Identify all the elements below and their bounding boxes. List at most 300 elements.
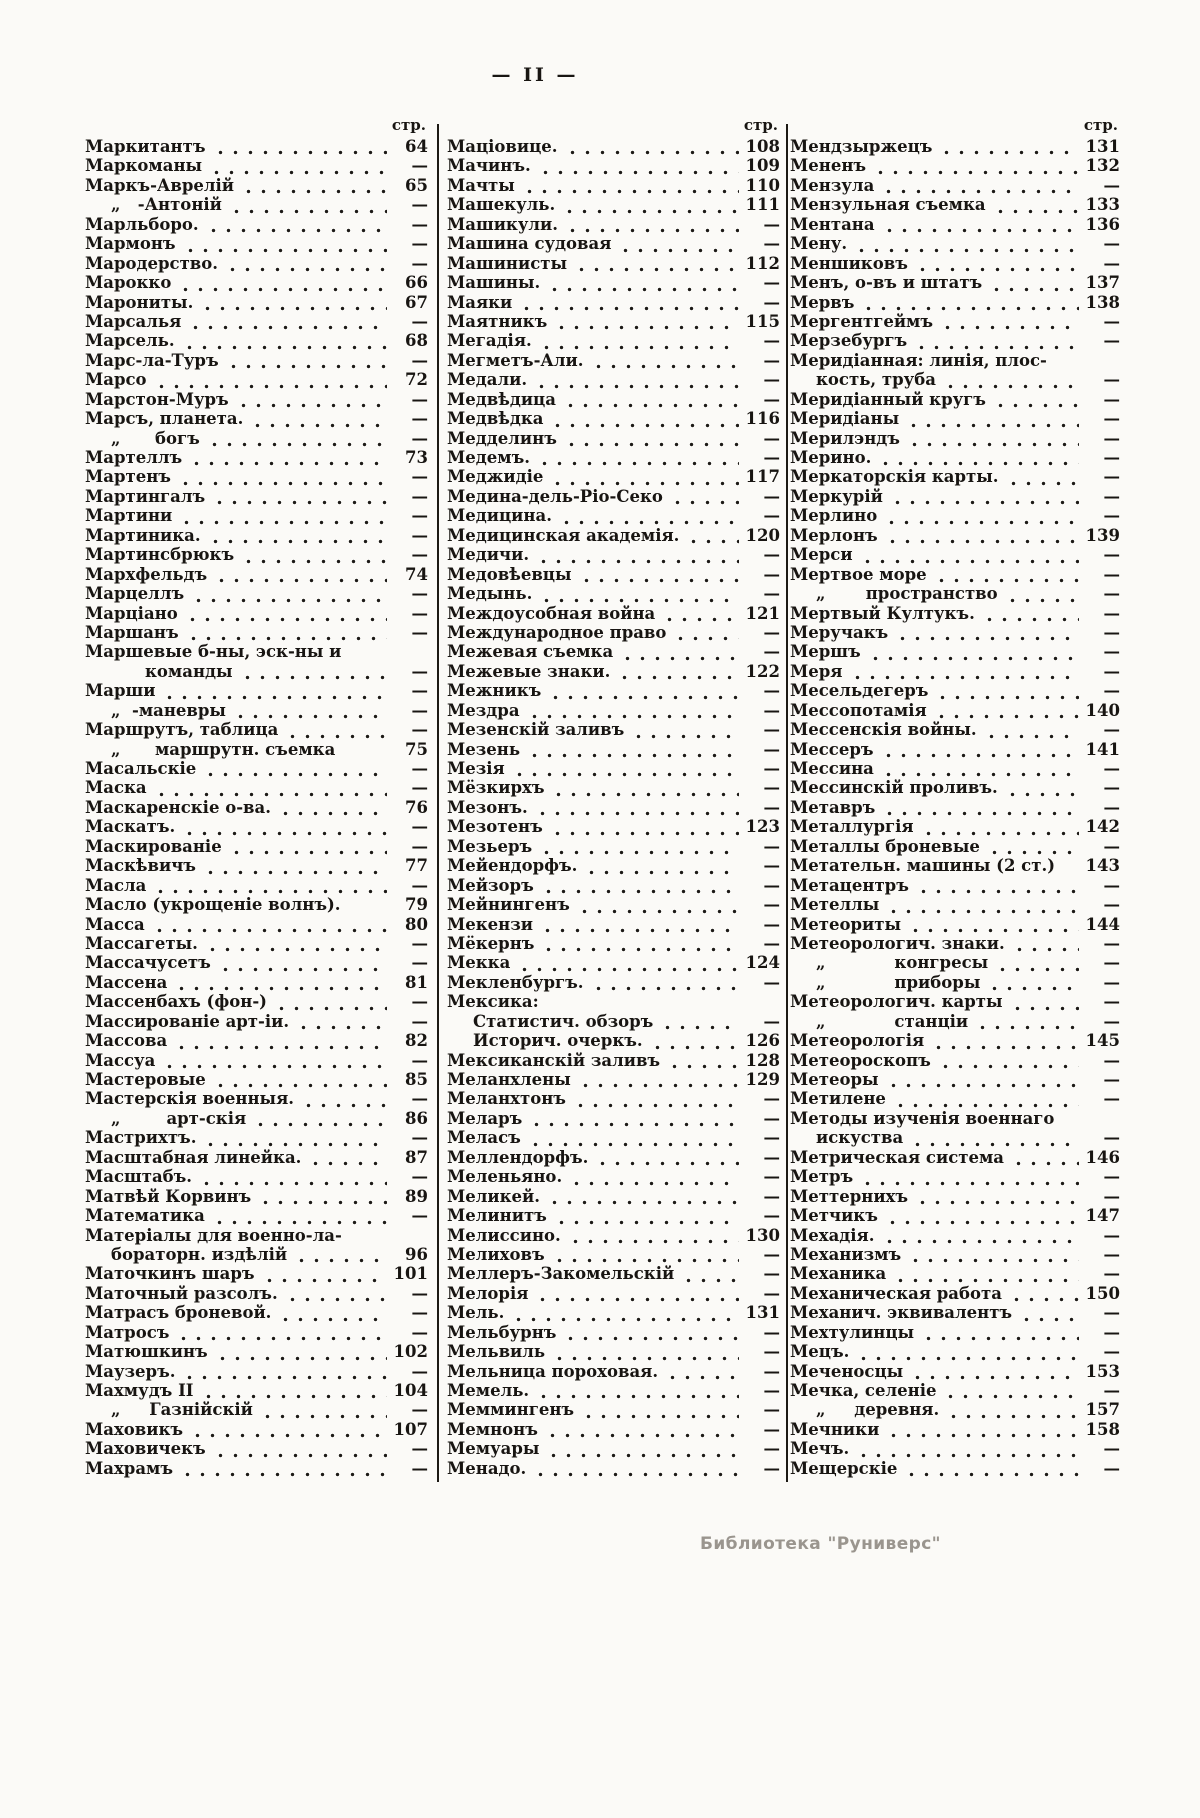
index-row	[447, 1070, 780, 1089]
index-row	[85, 623, 428, 642]
page-number: —	[1103, 681, 1120, 701]
index-row	[447, 915, 780, 934]
index-row	[790, 1070, 1120, 1089]
dot-leader	[539, 844, 739, 856]
page-number: —	[411, 992, 428, 1012]
index-row	[85, 1439, 428, 1458]
dot-leader	[915, 261, 1079, 273]
entry-label: Механич. эквивалентъ	[790, 1303, 1013, 1323]
page-number: —	[763, 545, 780, 565]
index-row	[790, 1381, 1120, 1400]
entry-label: Междоусобная война	[447, 603, 656, 623]
page-number: 116	[745, 409, 780, 429]
page-number: —	[411, 933, 428, 953]
entry-label: Маціовице.	[447, 137, 558, 156]
page-number: —	[1103, 584, 1120, 604]
dot-leader	[1005, 786, 1079, 798]
dot-leader	[581, 1408, 739, 1420]
entry-label: Мекленбургъ.	[447, 972, 584, 992]
dot-leader	[519, 300, 739, 312]
dot-leader	[174, 980, 387, 992]
entry-label: Метавръ	[790, 797, 876, 817]
entry-label: Статистич. обзоръ	[473, 1011, 654, 1031]
index-row	[85, 565, 428, 584]
dot-leader	[1012, 941, 1079, 953]
entry-label: Метеороскопъ	[790, 1050, 931, 1070]
page-number: —	[763, 836, 780, 856]
page-number: —	[1103, 778, 1120, 798]
entry-label: Механика	[790, 1264, 887, 1284]
page-number: —	[763, 292, 780, 312]
dot-leader	[215, 1350, 387, 1362]
dot-leader	[540, 922, 739, 934]
index-row	[447, 1012, 780, 1031]
index-row	[790, 448, 1120, 467]
entry-label: Мерино.	[790, 448, 872, 467]
page-number: —	[1103, 1458, 1120, 1478]
entry-label: Мемуары	[447, 1439, 540, 1459]
dot-leader	[882, 222, 1079, 234]
entry-label: Мензула	[790, 175, 875, 195]
entry-label: Маузеръ.	[85, 1361, 176, 1381]
entry-label: Мехадія.	[790, 1225, 875, 1245]
entry-label: Месельдегеръ	[790, 681, 929, 701]
entry-label: Ментана	[790, 214, 875, 234]
page-number: 133	[1085, 195, 1120, 215]
dot-leader	[203, 766, 387, 778]
dot-leader	[886, 1077, 1079, 1089]
entry-label: Мекка	[447, 953, 511, 973]
index-row	[790, 584, 1120, 603]
entry-label: Масса	[85, 914, 145, 934]
page-number: —	[1103, 1264, 1120, 1284]
index-row	[790, 526, 1120, 545]
index-row	[790, 506, 1120, 525]
index-row	[790, 1400, 1120, 1419]
entry-label: Матюшкинъ	[85, 1342, 208, 1362]
entry-label: Массачусетъ	[85, 953, 211, 973]
index-row	[790, 1303, 1120, 1322]
dot-leader	[906, 417, 1079, 429]
index-row	[447, 1187, 780, 1206]
index-row	[447, 1245, 780, 1264]
index-row	[790, 895, 1120, 914]
dot-leader	[218, 961, 387, 973]
entry-label: Маятникъ	[447, 311, 548, 331]
entry-label: Мервъ	[790, 292, 855, 312]
dot-leader	[662, 611, 739, 623]
page-number: —	[763, 1108, 780, 1128]
index-row	[85, 681, 428, 700]
page-number: 147	[1085, 1206, 1120, 1226]
index-row	[790, 953, 1120, 972]
page-number: 137	[1085, 273, 1120, 293]
index-column-2	[447, 116, 780, 1478]
dot-leader	[201, 1388, 387, 1400]
dot-leader	[552, 1350, 739, 1362]
page-number: —	[411, 1050, 428, 1070]
index-row	[447, 1420, 780, 1439]
page-number: 75	[405, 739, 428, 759]
page-number: —	[411, 195, 428, 215]
index-row	[447, 642, 780, 661]
entry-label: Медицинская академія.	[447, 525, 680, 545]
index-row	[85, 1187, 428, 1206]
index-row	[85, 1342, 428, 1361]
index-row	[447, 1323, 780, 1342]
dot-leader	[522, 183, 739, 195]
page-number: —	[1103, 933, 1120, 953]
page-number: 74	[405, 564, 428, 584]
dot-leader	[995, 961, 1079, 973]
page-number: —	[1103, 428, 1120, 448]
index-row	[85, 953, 428, 972]
page-number: —	[1103, 506, 1120, 526]
dot-leader	[285, 1291, 387, 1303]
index-row	[85, 934, 428, 953]
index-row	[85, 293, 428, 312]
page-number: —	[411, 428, 428, 448]
dot-leader	[229, 203, 387, 215]
index-row	[85, 1459, 428, 1478]
entry-label: Мессинскій проливъ.	[790, 778, 998, 798]
entry-label: Метеллы	[790, 895, 880, 915]
page-number: —	[1103, 1322, 1120, 1342]
entry-label: Мерлино	[790, 506, 878, 526]
page-number: 124	[745, 953, 780, 973]
entry-label: Мародерство.	[85, 253, 219, 273]
dot-leader	[182, 825, 387, 837]
page-number: —	[763, 428, 780, 448]
entry-label: Машины.	[447, 273, 541, 293]
entry-label: Меленьяно.	[447, 1167, 563, 1187]
entry-label: кость, труба	[816, 370, 936, 390]
index-row	[447, 1148, 780, 1167]
index-row	[447, 1400, 780, 1419]
index-row	[85, 1284, 428, 1303]
leader-space	[348, 903, 387, 915]
dot-leader	[182, 1369, 387, 1381]
dot-leader	[1006, 475, 1080, 487]
entry-label: Мензульная съемка	[790, 195, 986, 215]
index-row	[447, 467, 780, 486]
entry-label: Метацентръ	[790, 875, 909, 895]
entry-label: Механическая работа	[790, 1283, 1002, 1303]
page-number: —	[411, 214, 428, 234]
dot-leader	[568, 1233, 739, 1245]
index-row	[85, 1420, 428, 1439]
entry-label: Меншиковъ	[790, 253, 908, 273]
index-row	[85, 351, 428, 370]
page-number: —	[411, 875, 428, 895]
entry-label: Медвѣдица	[447, 389, 556, 409]
dot-leader	[538, 164, 739, 176]
index-row	[447, 662, 780, 681]
entry-label: Меттернихъ	[790, 1186, 909, 1206]
index-row	[447, 312, 780, 331]
entry-label: Медали.	[447, 370, 528, 390]
dot-leader	[1009, 1291, 1079, 1303]
index-row	[85, 798, 428, 817]
index-row	[447, 1226, 780, 1245]
index-row	[85, 312, 428, 331]
dot-leader	[574, 261, 739, 273]
dot-leader	[946, 1408, 1079, 1420]
entry-label: Массуа	[85, 1050, 156, 1070]
index-row	[85, 1051, 428, 1070]
entry-label: „ арт-скія	[111, 1108, 247, 1128]
dot-leader	[667, 1058, 739, 1070]
page-number: 121	[745, 603, 780, 623]
index-row	[790, 1439, 1120, 1458]
dot-leader	[987, 844, 1079, 856]
index-row	[790, 642, 1120, 661]
entry-label: Мастрихтъ.	[85, 1128, 197, 1148]
page-number: —	[411, 836, 428, 856]
dot-leader	[993, 203, 1079, 215]
page-number: 157	[1085, 1400, 1120, 1420]
index-row	[447, 1089, 780, 1108]
dot-leader	[591, 980, 739, 992]
dot-leader	[914, 339, 1079, 351]
dot-leader	[934, 708, 1079, 720]
index-row	[447, 565, 780, 584]
page-number: 120	[745, 525, 780, 545]
entry-label: Мезьеръ	[447, 836, 533, 856]
index-row	[447, 1206, 780, 1225]
index-row	[790, 195, 1120, 214]
page-number: —	[1103, 1342, 1120, 1362]
dot-leader	[547, 281, 739, 293]
index-row	[447, 934, 780, 953]
index-row	[790, 934, 1120, 953]
dot-leader	[908, 1252, 1079, 1264]
entry-label: Массова	[85, 1031, 168, 1051]
entry-label: Маскированіе	[85, 836, 222, 856]
column-page-header: стр.	[391, 116, 426, 134]
page-number: —	[1103, 389, 1120, 409]
entry-label: Меласъ	[447, 1128, 521, 1148]
index-row	[790, 662, 1120, 681]
index-row	[85, 856, 428, 875]
page-number: —	[411, 953, 428, 973]
page-number: 122	[745, 661, 780, 681]
page-number: 85	[405, 1070, 428, 1089]
entry-label: Мелорія	[447, 1283, 529, 1303]
index-row	[790, 1012, 1120, 1031]
dot-leader	[206, 222, 387, 234]
index-row	[85, 584, 428, 603]
entry-label: Маскѣвичъ	[85, 856, 196, 876]
entry-label: Масло (укрощеніе волнъ).	[85, 895, 341, 915]
entry-label: Методы изученія военнаго	[790, 1108, 1055, 1128]
entry-label: Меммингенъ	[447, 1400, 575, 1420]
index-row	[85, 1362, 428, 1381]
page-number: 82	[405, 1031, 428, 1051]
index-row	[85, 429, 428, 448]
index-row	[447, 1128, 780, 1147]
entry-label: Маркъ-Аврелій	[85, 175, 234, 195]
index-row	[447, 604, 780, 623]
page-number: —	[763, 1206, 780, 1226]
page-number: —	[411, 253, 428, 273]
page-number: —	[411, 603, 428, 623]
index-row	[85, 1167, 428, 1186]
dot-leader	[214, 572, 387, 584]
dot-leader	[258, 1194, 387, 1206]
entry-label: Мастеровые	[85, 1070, 206, 1089]
index-row	[85, 1381, 428, 1400]
index-row	[790, 293, 1120, 312]
dot-leader	[993, 397, 1079, 409]
page-number: —	[1103, 720, 1120, 740]
index-row	[790, 429, 1120, 448]
entry-label: Мелиссино.	[447, 1225, 561, 1245]
index-row	[85, 409, 428, 428]
index-row	[85, 545, 428, 564]
dot-leader	[534, 378, 739, 390]
page-number: 65	[405, 175, 428, 195]
entry-label: Маяки	[447, 292, 513, 312]
page-number: 150	[1085, 1283, 1120, 1303]
entry-label: Мегадія.	[447, 331, 532, 351]
entry-label: Масальскіе	[85, 759, 197, 778]
entry-label: „ -Антоній	[111, 195, 222, 215]
entry-label: Массена	[85, 972, 168, 992]
dot-leader	[550, 417, 739, 429]
page-number: 128	[745, 1050, 780, 1070]
entry-label: Мекензи	[447, 914, 534, 934]
dot-leader	[229, 844, 387, 856]
dot-leader	[1011, 1155, 1079, 1167]
index-row	[447, 215, 780, 234]
dot-leader	[1010, 1000, 1080, 1012]
page-number: —	[411, 1322, 428, 1342]
page-number: —	[411, 1089, 428, 1109]
entry-label: Маскаренскіе о-ва.	[85, 797, 271, 817]
entry-label: Маршанъ	[85, 622, 179, 642]
entry-label: Мелиховъ	[447, 1244, 545, 1264]
index-row	[85, 273, 428, 292]
dot-leader	[296, 1019, 387, 1031]
index-row	[85, 234, 428, 253]
page-number: —	[763, 370, 780, 390]
dot-leader	[278, 1311, 387, 1323]
dot-leader	[183, 242, 387, 254]
index-row	[447, 1381, 780, 1400]
entry-label: Мессопотамія	[790, 700, 927, 720]
dot-leader	[882, 805, 1079, 817]
dot-leader	[551, 786, 739, 798]
page-number: —	[763, 933, 780, 953]
entry-label: Межевые знаки.	[447, 661, 611, 681]
index-row	[447, 351, 780, 370]
entry-label: Мергентгеймъ	[790, 311, 934, 331]
entry-label: „ станціи	[816, 1011, 969, 1031]
index-row	[447, 992, 780, 1011]
dot-leader	[577, 903, 739, 915]
page-number: —	[763, 234, 780, 254]
page-number: 77	[405, 856, 428, 876]
entry-label: Марсъ, планета.	[85, 409, 244, 429]
entry-label: Мемнонъ	[447, 1419, 538, 1439]
page-number: 68	[405, 331, 428, 351]
dot-leader	[584, 864, 739, 876]
dot-leader	[620, 650, 739, 662]
entry-label: Меридіанная: линія, плос-	[790, 350, 1047, 370]
page-title: — II —	[491, 64, 579, 86]
entry-label: Мехтулинцы	[790, 1322, 915, 1342]
page-number: —	[411, 545, 428, 565]
index-row	[85, 215, 428, 234]
dot-leader	[552, 1252, 739, 1264]
entry-label: Межевая съемка	[447, 642, 614, 662]
dot-leader	[203, 864, 387, 876]
page-number: —	[1103, 992, 1120, 1012]
page-number: —	[1103, 1303, 1120, 1323]
dot-leader	[527, 708, 739, 720]
entry-label: Массагеты.	[85, 933, 198, 953]
index-row	[447, 487, 780, 506]
entry-label: бораторн. издѣлій	[111, 1244, 288, 1264]
page-number: —	[1103, 1225, 1120, 1245]
page-number: —	[411, 661, 428, 681]
dot-leader	[631, 728, 739, 740]
index-column-1	[85, 116, 428, 1478]
dot-leader	[241, 553, 387, 565]
index-row	[85, 1303, 428, 1322]
index-row	[447, 448, 780, 467]
page-number: 138	[1085, 292, 1120, 312]
entry-label: Машекуль.	[447, 195, 556, 215]
index-row	[85, 876, 428, 895]
entry-label: Мельвиль	[447, 1342, 546, 1362]
page-number: —	[1103, 545, 1120, 565]
index-row	[85, 817, 428, 836]
dot-leader	[850, 669, 1080, 681]
page-number: —	[411, 759, 428, 778]
dot-leader	[548, 689, 739, 701]
index-row	[790, 604, 1120, 623]
page-number: 111	[745, 195, 780, 215]
page-number: 89	[405, 1186, 428, 1206]
index-row	[790, 1031, 1120, 1050]
entry-label: Меланхтонъ	[447, 1089, 566, 1109]
entry-label: команды	[145, 661, 233, 681]
index-row	[790, 565, 1120, 584]
index-row	[85, 759, 428, 778]
entry-label: Матвѣй Корвинъ	[85, 1186, 252, 1206]
dot-leader	[904, 1466, 1079, 1478]
page-number: —	[411, 681, 428, 701]
page-number: —	[411, 350, 428, 370]
entry-label: Маскатъ.	[85, 817, 176, 837]
page-number: 112	[745, 253, 780, 273]
dot-leader	[885, 1214, 1079, 1226]
dot-leader	[274, 1000, 387, 1012]
page-number: —	[1103, 370, 1120, 390]
index-row	[447, 720, 780, 739]
index-row	[447, 1167, 780, 1186]
entry-label: Мельбурнъ	[447, 1322, 557, 1342]
dot-leader	[547, 1194, 739, 1206]
index-row	[85, 662, 428, 681]
entry-label: Марціано	[85, 603, 178, 623]
leader-space	[1062, 864, 1079, 876]
page-number: 115	[745, 311, 780, 331]
dot-leader	[241, 183, 387, 195]
page-number: 143	[1085, 856, 1120, 876]
